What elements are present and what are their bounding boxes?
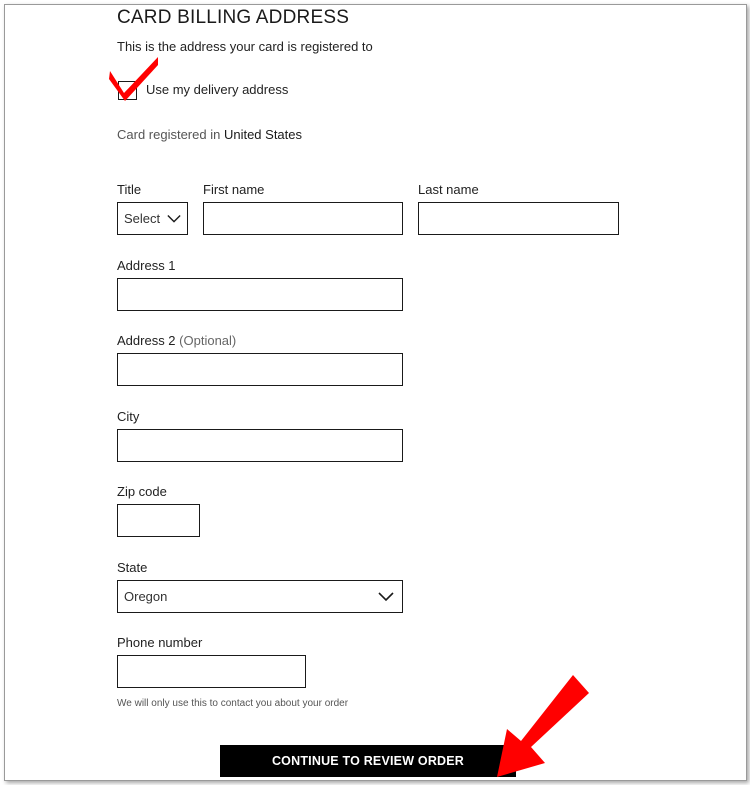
address2-label (117, 333, 236, 348)
city-label: City (117, 409, 140, 424)
first-name-label: First name (203, 182, 265, 197)
state-select[interactable] (117, 580, 403, 613)
address2-optional-text: (Optional) (179, 333, 237, 348)
address1-label: Address 1 (117, 258, 176, 273)
title-select-value: Select (124, 211, 161, 226)
continue-to-review-order-button[interactable]: CONTINUE TO REVIEW ORDER (220, 745, 516, 777)
title-label: Title (117, 182, 142, 197)
chevron-down-icon (378, 592, 394, 602)
card-registered-country: United States (223, 127, 302, 142)
arrow-down-left-icon (493, 667, 593, 781)
card-registered-prefix: Card registered in (117, 127, 221, 142)
phone-label: Phone number (117, 635, 203, 650)
last-name-input[interactable] (418, 202, 619, 235)
page-subtitle: This is the address your card is registered to (117, 39, 373, 54)
address2-input[interactable] (117, 353, 403, 386)
card-registered-text (117, 127, 302, 142)
phone-input[interactable] (117, 655, 306, 688)
last-name-label: Last name (418, 182, 479, 197)
zip-code-label: Zip code (117, 484, 167, 499)
state-select-value: Oregon (124, 589, 168, 604)
phone-help-text: We will only use this to contact you about your order (117, 698, 349, 709)
checkmark-icon (108, 55, 160, 101)
zip-code-input[interactable] (117, 504, 200, 537)
address2-label-text: Address 2 (117, 333, 176, 348)
chevron-down-icon (167, 214, 181, 224)
city-input[interactable] (117, 429, 403, 462)
first-name-input[interactable] (203, 202, 403, 235)
page-title: CARD BILLING ADDRESS (117, 7, 350, 28)
use-delivery-address-label[interactable]: Use my delivery address (146, 82, 289, 97)
title-select[interactable] (117, 202, 188, 235)
state-label: State (117, 560, 148, 575)
billing-address-panel (4, 4, 747, 781)
address1-input[interactable] (117, 278, 403, 311)
